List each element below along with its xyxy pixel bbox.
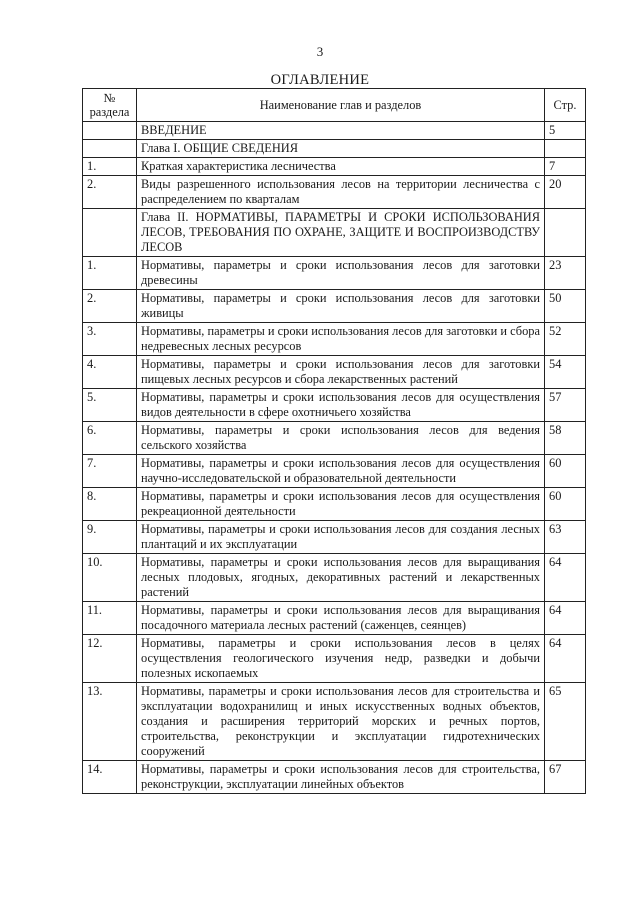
section-title: Нормативы, параметры и сроки использования лесов для заготовки пищевых лесных ресурсов и сбора лекарственных растений <box>137 356 545 389</box>
page-number: 3 <box>316 44 324 59</box>
section-number: 14. <box>83 761 137 794</box>
table-row <box>83 356 586 389</box>
section-title: Виды разрешенного использования лесов на территории лесничества с распределением по кварталам <box>137 176 545 209</box>
table-row <box>83 554 586 602</box>
section-number <box>83 122 137 140</box>
section-title: Нормативы, параметры и сроки использования лесов для осуществления рекреационной деятельности <box>137 488 545 521</box>
page-ref <box>545 209 586 257</box>
table-of-contents <box>82 88 586 794</box>
section-number: 8. <box>83 488 137 521</box>
document-title: ОГЛАВЛЕНИЕ <box>270 72 370 88</box>
page-ref: 64 <box>545 635 586 683</box>
section-number: 11. <box>83 602 137 635</box>
page-ref <box>545 140 586 158</box>
section-number <box>83 140 137 158</box>
section-number: 1. <box>83 257 137 290</box>
section-title: Нормативы, параметры и сроки использования лесов для создания лесных плантаций и их эксплуатации <box>137 521 545 554</box>
section-number: 2. <box>83 290 137 323</box>
column-header-page: Стр. <box>545 89 586 122</box>
page-ref: 65 <box>545 683 586 761</box>
section-title: Нормативы, параметры и сроки использования лесов для выращивания посадочного материала лесных растений (саженцев, сеянцев) <box>137 602 545 635</box>
page-ref: 5 <box>545 122 586 140</box>
table-row <box>83 521 586 554</box>
page-ref: 50 <box>545 290 586 323</box>
table-row <box>83 323 586 356</box>
table-row <box>83 488 586 521</box>
chapter-title: Глава I. ОБЩИЕ СВЕДЕНИЯ <box>137 140 545 158</box>
page-ref: 52 <box>545 323 586 356</box>
page-ref: 67 <box>545 761 586 794</box>
section-title: Нормативы, параметры и сроки использования лесов для строительства и эксплуатации водохранилищ и иных искусственных водных объектов, создания и расширения территорий морских и речных портов, строительства, реконструкции и эксплуатации гидротехнических сооружений <box>137 683 545 761</box>
table-row <box>83 422 586 455</box>
section-number: 6. <box>83 422 137 455</box>
table-row <box>83 176 586 209</box>
page-ref: 57 <box>545 389 586 422</box>
section-title: Нормативы, параметры и сроки использования лесов для заготовки живицы <box>137 290 545 323</box>
section-number: 13. <box>83 683 137 761</box>
page-ref: 63 <box>545 521 586 554</box>
page-ref: 64 <box>545 602 586 635</box>
section-title: ВВЕДЕНИЕ <box>137 122 545 140</box>
table-row <box>83 122 586 140</box>
section-number: 4. <box>83 356 137 389</box>
section-title: Нормативы, параметры и сроки использования лесов для осуществления видов деятельности в сфере охотничьего хозяйства <box>137 389 545 422</box>
page-ref: 54 <box>545 356 586 389</box>
section-title: Нормативы, параметры и сроки использования лесов для осуществления научно-исследовательской и образовательной деятельности <box>137 455 545 488</box>
section-number <box>83 209 137 257</box>
table-row <box>83 635 586 683</box>
page-ref: 20 <box>545 176 586 209</box>
page-ref: 7 <box>545 158 586 176</box>
table-row <box>83 140 586 158</box>
section-number: 7. <box>83 455 137 488</box>
section-number: 5. <box>83 389 137 422</box>
section-title: Нормативы, параметры и сроки использования лесов для ведения сельского хозяйства <box>137 422 545 455</box>
page-ref: 60 <box>545 455 586 488</box>
section-title: Нормативы, параметры и сроки использования лесов для заготовки древесины <box>137 257 545 290</box>
page-ref: 58 <box>545 422 586 455</box>
section-number: 2. <box>83 176 137 209</box>
page-ref: 60 <box>545 488 586 521</box>
section-title: Краткая характеристика лесничества <box>137 158 545 176</box>
chapter-title: Глава II. НОРМАТИВЫ, ПАРАМЕТРЫ И СРОКИ ИСПОЛЬЗОВАНИЯ ЛЕСОВ, ТРЕБОВАНИЯ ПО ОХРАНЕ, ЗАЩИТЕ И ВОСПРОИЗВОДСТВУ ЛЕСОВ <box>137 209 545 257</box>
section-number: 1. <box>83 158 137 176</box>
table-row <box>83 209 586 257</box>
table-header-row <box>83 89 586 122</box>
table-row <box>83 257 586 290</box>
page-ref: 23 <box>545 257 586 290</box>
table-row <box>83 602 586 635</box>
section-title: Нормативы, параметры и сроки использования лесов в целях осуществления геологического изучения недр, разведки и добычи полезных ископаемых <box>137 635 545 683</box>
table-row <box>83 389 586 422</box>
table-row <box>83 158 586 176</box>
section-number: 3. <box>83 323 137 356</box>
table-row <box>83 761 586 794</box>
table-row <box>83 683 586 761</box>
section-title: Нормативы, параметры и сроки использования лесов для выращивания лесных плодовых, ягодных, декоративных растений и лекарственных растений <box>137 554 545 602</box>
column-header-section-name: Наименование глав и разделов <box>137 89 545 122</box>
column-header-section-number: № раздела <box>83 89 137 122</box>
section-number: 9. <box>83 521 137 554</box>
table-row <box>83 455 586 488</box>
table-row <box>83 290 586 323</box>
section-number: 10. <box>83 554 137 602</box>
section-title: Нормативы, параметры и сроки использования лесов для строительства, реконструкции, эксплуатации линейных объектов <box>137 761 545 794</box>
section-title: Нормативы, параметры и сроки использования лесов для заготовки и сбора недревесных лесных ресурсов <box>137 323 545 356</box>
section-number: 12. <box>83 635 137 683</box>
page-ref: 64 <box>545 554 586 602</box>
